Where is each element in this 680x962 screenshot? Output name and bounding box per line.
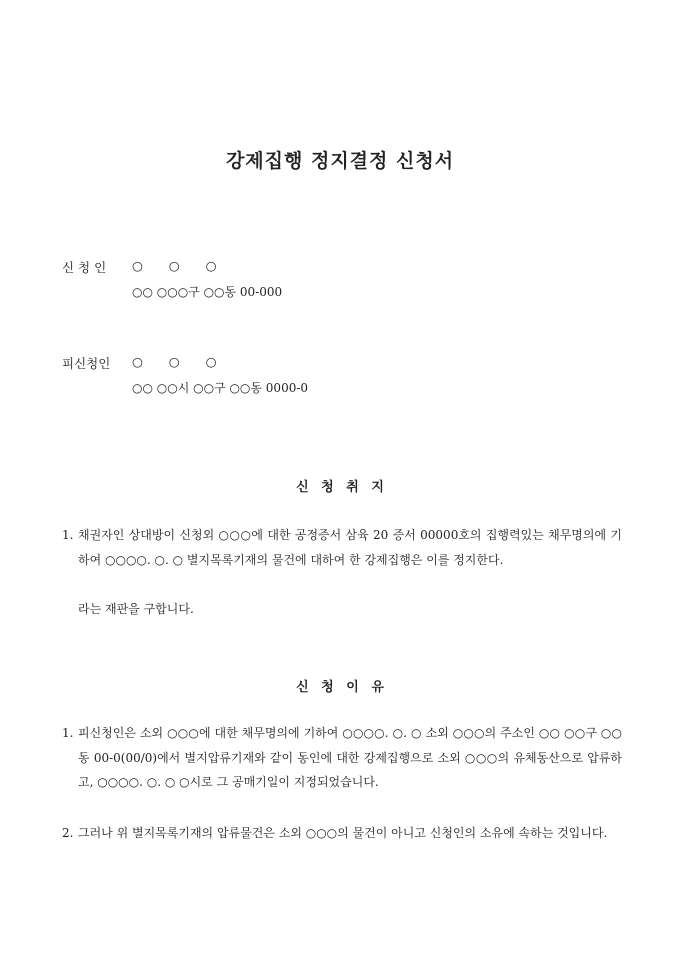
reason-item-text: 그러나 위 별지목록기재의 압류물건은 소외 ○○○의 물건이 아니고 신청인의 소유에 속하는 것입니다.	[78, 826, 608, 840]
reason-item-text: 피신청인은 소외 ○○○에 대한 채무명의에 기하여 ○○○○. ○. ○ 소외 ○○○의 주소인 ○○ ○○구 ○○동 00-0(00/0)에서 별지압류기재와 같이 동인에 대한 강제집행으로 소외 ○○○의 유체동산으로 압류하고, ○○○○. ○. ○ ○시로 그 공매기일이 지정되었습니다.	[78, 726, 622, 789]
reason-item	[62, 721, 622, 795]
reason-item-number: 1.	[62, 726, 74, 740]
reason-item-number: 2.	[62, 826, 74, 840]
reason-item	[62, 821, 622, 846]
purpose-item	[62, 523, 622, 572]
applicant-address: ○○ ○○○구 ○○동 00-000	[132, 285, 283, 299]
purpose-item-text: 채권자인 상대방이 신청외 ○○○에 대한 공정증서 삼육 20 증서 00000호의 집행력있는 채무명의에 기하여 ○○○○. ○. ○ 별지목록기재의 물건에 대하여 한 강제집행은 이를 정지한다.	[78, 528, 622, 567]
reasons-heading: 신 청 이 유	[296, 680, 384, 695]
purpose-heading: 신 청 취 지	[296, 480, 384, 495]
purpose-item-number: 1.	[62, 528, 74, 542]
respondent-name: ○ ○ ○	[132, 354, 219, 369]
purpose-closing: 라는 재판을 구합니다.	[78, 602, 194, 616]
document-title: 강제집행 정지결정 신청서	[225, 150, 455, 172]
applicant-label: 신 청 인	[62, 260, 107, 275]
respondent-address: ○○ ○○시 ○○구 ○○동 0000-0	[132, 381, 309, 395]
applicant-name: ○ ○ ○	[132, 258, 219, 273]
respondent-label: 피신청인	[62, 356, 111, 371]
